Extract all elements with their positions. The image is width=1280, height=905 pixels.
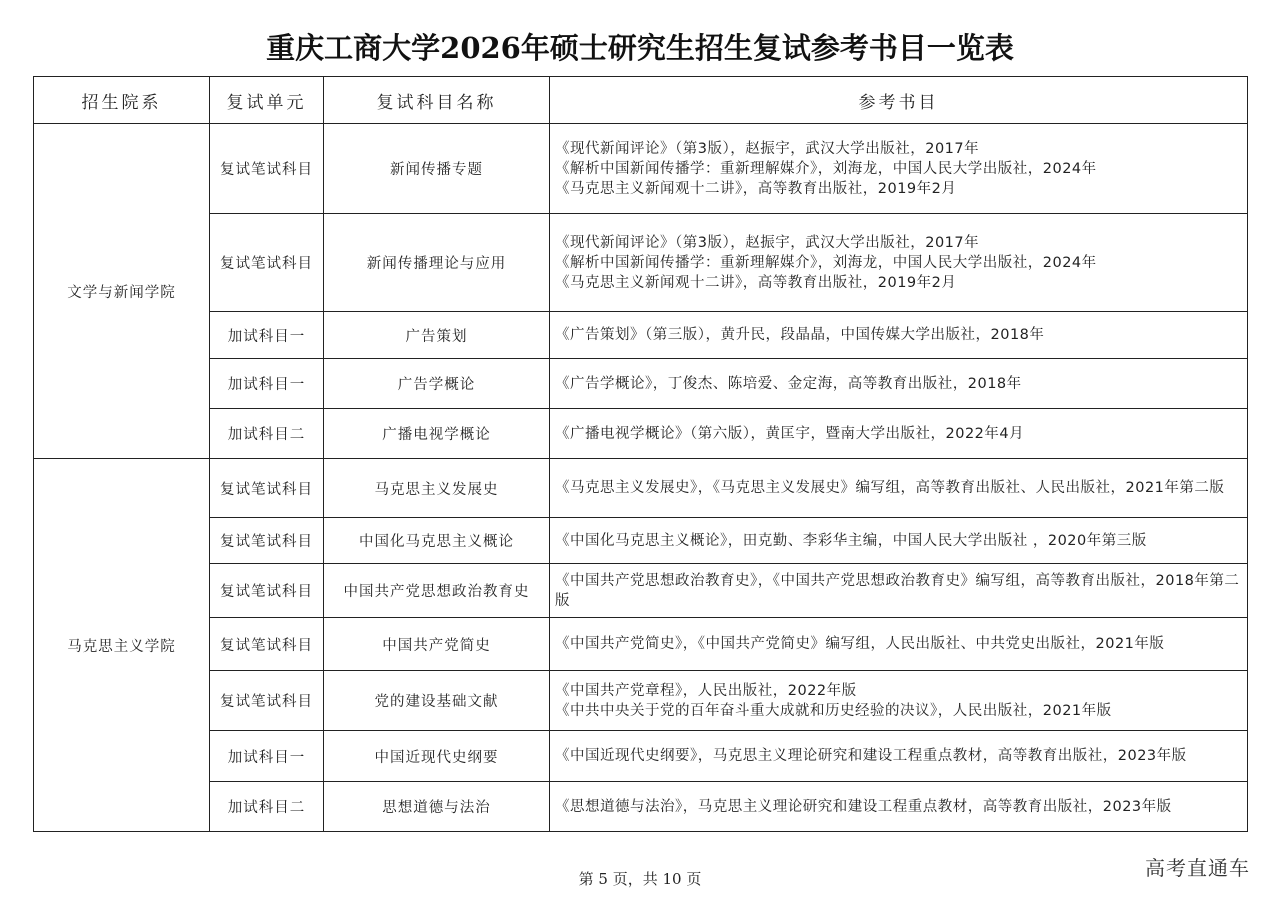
reference-line: 《解析中国新闻传播学：重新理解媒介》，刘海龙，中国人民大学出版社，2024年 — [555, 160, 1097, 177]
unit-cell: 复试笔试科目 — [210, 618, 324, 671]
reference-line: 《马克思主义发展史》，《马克思主义发展史》编写组，高等教育出版社、人民出版社，2021年第二版 — [555, 480, 1225, 496]
subject-cell: 思想道德与法治 — [324, 782, 550, 832]
reference-line: 《广播电视学概论》（第六版），黄匡宇，暨南大学出版社，2022年4月 — [555, 425, 1025, 442]
reference-line: 《中国共产党章程》，人民出版社，2022年版 — [555, 682, 857, 699]
table-row — [34, 124, 1248, 214]
reference-line: 《中国共产党思想政治教育史》，《中国共产党思想政治教育史》编写组，高等教育出版社，2018年第二版 — [555, 572, 1240, 609]
table-row — [34, 459, 1248, 518]
subject-cell: 中国共产党思想政治教育史 — [324, 564, 550, 618]
unit-cell: 复试笔试科目 — [210, 518, 324, 564]
subject-cell: 新闻传播专题 — [324, 124, 550, 214]
references-cell — [550, 459, 1248, 518]
table-row — [34, 518, 1248, 564]
unit-cell: 加试科目一 — [210, 312, 324, 359]
unit-cell: 加试科目一 — [210, 731, 324, 782]
dept-cell: 文学与新闻学院 — [34, 124, 210, 459]
table-header-row — [34, 77, 1248, 124]
references-cell — [550, 671, 1248, 731]
table-row — [34, 782, 1248, 832]
page-number: 第 5 页，共 10 页 — [578, 870, 702, 888]
unit-cell: 加试科目一 — [210, 359, 324, 409]
table-row — [34, 409, 1248, 459]
reference-line: 《马克思主义新闻观十二讲》，高等教育出版社，2019年2月 — [555, 180, 957, 197]
references-cell — [550, 731, 1248, 782]
subject-cell: 中国近现代史纲要 — [324, 731, 550, 782]
reference-line: 《思想道德与法治》，马克思主义理论研究和建设工程重点教材，高等教育出版社，2023年版 — [555, 798, 1172, 815]
table-row — [34, 564, 1248, 618]
watermark: 高考直通车 — [1145, 856, 1250, 880]
reference-line: 《现代新闻评论》（第3版），赵振宇，武汉大学出版社，2017年 — [555, 234, 980, 251]
reference-line: 《中国共产党简史》，《中国共产党简史》编写组，人民出版社、中共党史出版社，2021年版 — [555, 636, 1165, 652]
table-row — [34, 731, 1248, 782]
reference-line: 《广告策划》（第三版），黄升民，段晶晶，中国传媒大学出版社，2018年 — [555, 327, 1045, 343]
references-cell — [550, 518, 1248, 564]
table-row — [34, 214, 1248, 312]
reference-line: 《现代新闻评论》（第3版），赵振宇，武汉大学出版社，2017年 — [555, 140, 980, 157]
references-cell — [550, 312, 1248, 359]
reference-line: 《马克思主义新闻观十二讲》，高等教育出版社，2019年2月 — [555, 274, 957, 291]
reference-line: 《中国化马克思主义概论》，田克勤、李彩华主编，中国人民大学出版社 ，2020年第三版 — [555, 532, 1147, 549]
unit-cell: 加试科目二 — [210, 409, 324, 459]
header-references: 参考书目 — [550, 77, 1248, 124]
references-cell — [550, 124, 1248, 214]
references-cell — [550, 782, 1248, 832]
references-cell — [550, 564, 1248, 618]
header-dept: 招生院系 — [34, 77, 210, 124]
subject-cell: 广播电视学概论 — [324, 409, 550, 459]
table-row — [34, 671, 1248, 731]
references-cell — [550, 618, 1248, 671]
header-unit: 复试单元 — [210, 77, 324, 124]
subject-cell: 广告策划 — [324, 312, 550, 359]
reference-line: 《广告学概论》，丁俊杰、陈培爱、金定海，高等教育出版社，2018年 — [555, 375, 1022, 392]
dept-cell: 马克思主义学院 — [34, 459, 210, 832]
document-title: 重庆工商大学2026年硕士研究生招生复试参考书目一览表 — [266, 31, 1014, 65]
reference-line: 《解析中国新闻传播学：重新理解媒介》，刘海龙，中国人民大学出版社，2024年 — [555, 254, 1097, 271]
subject-cell: 新闻传播理论与应用 — [324, 214, 550, 312]
table-row — [34, 312, 1248, 359]
references-cell — [550, 359, 1248, 409]
unit-cell: 复试笔试科目 — [210, 459, 324, 518]
unit-cell: 复试笔试科目 — [210, 214, 324, 312]
header-subject: 复试科目名称 — [324, 77, 550, 124]
table-row — [34, 618, 1248, 671]
unit-cell: 加试科目二 — [210, 782, 324, 832]
subject-cell: 中国共产党简史 — [324, 618, 550, 671]
reference-line: 《中共中央关于党的百年奋斗重大成就和历史经验的决议》，人民出版社，2021年版 — [555, 702, 1112, 719]
table-row — [34, 359, 1248, 409]
subject-cell: 中国化马克思主义概论 — [324, 518, 550, 564]
unit-cell: 复试笔试科目 — [210, 124, 324, 214]
subject-cell: 广告学概论 — [324, 359, 550, 409]
reference-books-table — [33, 76, 1248, 832]
references-cell — [550, 214, 1248, 312]
subject-cell: 马克思主义发展史 — [324, 459, 550, 518]
subject-cell: 党的建设基础文献 — [324, 671, 550, 731]
unit-cell: 复试笔试科目 — [210, 671, 324, 731]
reference-line: 《中国近现代史纲要》，马克思主义理论研究和建设工程重点教材，高等教育出版社，2023年版 — [555, 748, 1187, 764]
references-cell — [550, 409, 1248, 459]
unit-cell: 复试笔试科目 — [210, 564, 324, 618]
